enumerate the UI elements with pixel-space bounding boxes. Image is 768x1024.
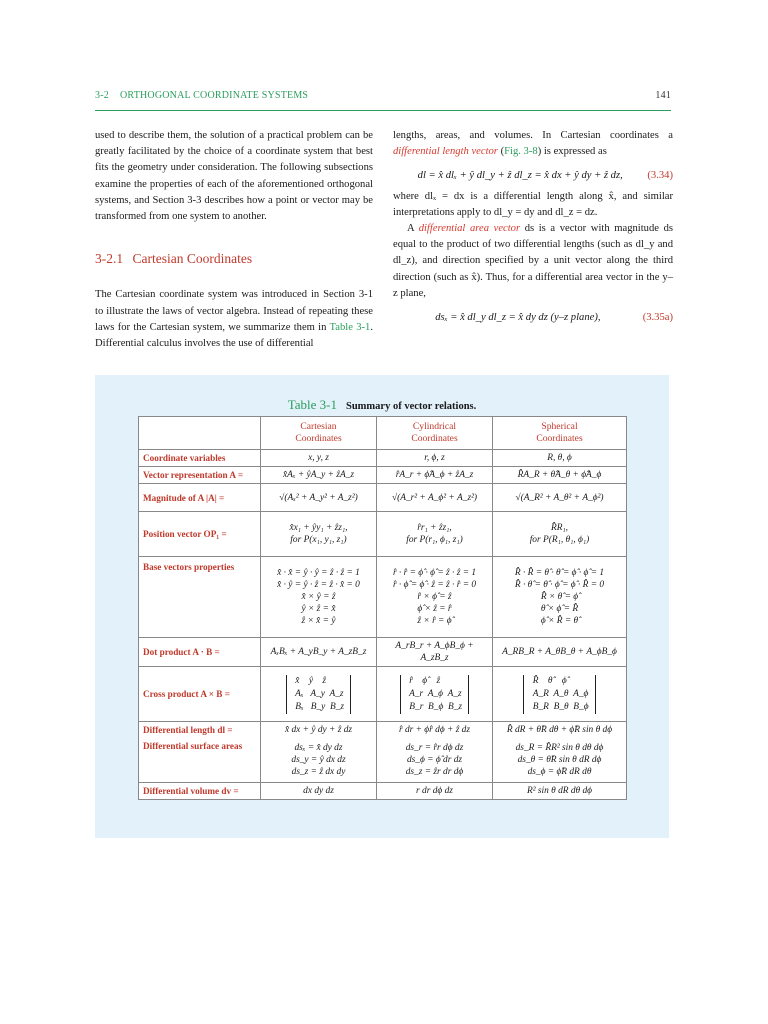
table-row xyxy=(139,467,627,484)
header-section-number: 3-2 xyxy=(95,90,109,101)
table-row xyxy=(139,782,627,799)
cell-cylindrical: r̂A_r + ϕ̂A_ϕ + ẑA_z xyxy=(377,467,493,484)
cell-spherical: √(A_R² + A_θ² + A_ϕ²) xyxy=(493,484,627,512)
cell-cartesian: dx dy dz xyxy=(261,782,377,799)
cell-cylindrical: ds_r = r̂r dϕ dz ds_ϕ = ϕ̂ dr dz ds_z = ẑr dr dϕ xyxy=(377,738,493,782)
equation-3-35a-tag: (3.35a) xyxy=(642,312,673,324)
row-label: Cross product A × B = xyxy=(139,667,261,722)
table-row xyxy=(139,484,627,512)
determinant-spherical: R̂ θ̂ ϕ̂ A_R A_θ A_ϕ B_R B_θ B_ϕ xyxy=(523,675,595,714)
cell-cylindrical: r, ϕ, z xyxy=(377,450,493,467)
cell-cartesian: x̂x₁ + ŷy₁ + ẑz₁, for P(x₁, y₁, z₁) xyxy=(261,512,377,557)
row-label: Differential length dl = xyxy=(139,722,261,739)
cell-cylindrical xyxy=(377,667,493,722)
row-label: Coordinate variables xyxy=(139,450,261,467)
determinant-cartesian: x̂ ŷ ẑ Aₓ A_y A_z Bₓ B_y B_z xyxy=(286,675,351,714)
cell-spherical: R² sin θ dR dθ dϕ xyxy=(493,782,627,799)
term-differential-area-vector: differential area vector xyxy=(418,223,521,235)
table-row xyxy=(139,722,627,739)
figure-reference-link[interactable]: Fig. 3-8 xyxy=(504,146,538,158)
cell-spherical: A_RB_R + A_θB_θ + A_ϕB_ϕ xyxy=(493,638,627,667)
cell-spherical: ds_R = R̂R² sin θ dθ dϕ ds_θ = θ̂R sin θ dR dϕ ds_ϕ = ϕ̂R dR dθ xyxy=(493,738,627,782)
table-caption xyxy=(95,397,669,413)
table-row xyxy=(139,638,627,667)
table-description: Summary of vector relations. xyxy=(346,401,477,412)
table-row xyxy=(139,512,627,557)
term-differential-length-vector: differential length vector xyxy=(393,146,498,158)
left-paragraph-1: used to describe them, the solution of a practical problem can be greatly facilitated by the choice of a coordinate system that best fits the geometry under consideration. The following subsections examine the properties of each of the aforementioned orthogonal systems, and Section 3-3 describes how a point or vector may be transformed from one system to another. xyxy=(95,130,373,223)
subsection-title: Cartesian Coordinates xyxy=(132,251,253,267)
right-paragraph-3 xyxy=(393,221,673,302)
row-label: Differential volume dv = xyxy=(139,782,261,799)
row-label: Dot product A · B = xyxy=(139,638,261,667)
cell-cartesian: AₓBₓ + A_yB_y + A_zB_z xyxy=(261,638,377,667)
table-row xyxy=(139,450,627,467)
table-header-row xyxy=(139,417,627,450)
header-cartesian: Cartesian Coordinates xyxy=(261,417,377,450)
cell-cartesian: x̂Aₓ + ŷA_y + ẑA_z xyxy=(261,467,377,484)
left-paragraph-2-start: The Cartesian coordinate system was introduced in Section 3-1 to illustrate the laws of vector algebra. Instead of repeating these laws for the Cartesian system, we summarize them in xyxy=(95,289,373,333)
cell-spherical: R̂ dR + θ̂R dθ + ϕ̂R sin θ dϕ xyxy=(493,722,627,739)
row-label: Magnitude of A |A| = xyxy=(139,484,261,512)
table-number: Table 3-1 xyxy=(287,397,337,412)
cell-cartesian: dsₓ = x̂ dy dz ds_y = ŷ dx dz ds_z = ẑ dx dy xyxy=(261,738,377,782)
left-column xyxy=(95,128,373,352)
cell-cartesian: x̂ · x̂ = ŷ · ŷ = ẑ · ẑ = 1 x̂ · ŷ = ŷ · ẑ = ẑ · x̂ = 0 x̂ × ŷ = ẑ ŷ × ẑ = x̂ ẑ × x̂ = ŷ xyxy=(261,557,377,638)
subsection-number: 3-2.1 xyxy=(95,251,124,267)
header-rule xyxy=(95,110,671,111)
row-label: Differential surface areas xyxy=(139,738,261,782)
table-reference-link[interactable]: Table 3-1 xyxy=(329,321,371,333)
left-paragraph-2 xyxy=(95,287,373,352)
equation-3-34 xyxy=(393,168,673,184)
vector-relations-table xyxy=(138,416,627,800)
cell-cylindrical: r̂ · r̂ = ϕ̂ · ϕ̂ = ẑ · ẑ = 1 r̂ · ϕ̂ = ϕ̂ · ẑ = ẑ · r̂ = 0 r̂ × ϕ̂ = ẑ ϕ̂ × ẑ = r̂ ẑ × r̂ = ϕ̂ xyxy=(377,557,493,638)
header-cylindrical: Cylindrical Coordinates xyxy=(377,417,493,450)
equation-3-34-tag: (3.34) xyxy=(647,170,673,182)
cell-cartesian: x̂ dx + ŷ dy + ẑ dz xyxy=(261,722,377,739)
header-section-title: ORTHOGONAL COORDINATE SYSTEMS xyxy=(120,90,309,101)
table-panel xyxy=(95,375,669,838)
subsection-heading xyxy=(95,251,373,267)
cell-cylindrical: r̂r₁ + ẑz₁, for P(r₁, ϕ₁, z₁) xyxy=(377,512,493,557)
cell-cylindrical: √(A_r² + A_ϕ² + A_z²) xyxy=(377,484,493,512)
table-row xyxy=(139,667,627,722)
row-label: Position vector OP₁ = xyxy=(139,512,261,557)
determinant-cylindrical: r̂ ϕ̂ ẑ A_r A_ϕ A_z B_r B_ϕ B_z xyxy=(400,675,469,714)
cell-spherical: R̂R₁, for P(R₁, θ₁, ϕ₁) xyxy=(493,512,627,557)
page-number: 141 xyxy=(655,90,671,101)
cell-cylindrical: r dr dϕ dz xyxy=(377,782,493,799)
right-paragraph-2: where dlₓ = dx is a differential length along x̂, and similar interpretations apply to dl_y = dy and dl_z = dz. xyxy=(393,190,673,218)
cell-cartesian xyxy=(261,667,377,722)
cell-cylindrical: r̂ dr + ϕ̂r dϕ + ẑ dz xyxy=(377,722,493,739)
cell-spherical: R̂ · R̂ = θ̂ · θ̂ = ϕ̂ · ϕ̂ = 1 R̂ · θ̂ = θ̂ · ϕ̂ = ϕ̂ · R̂ = 0 R̂ × θ̂ = ϕ̂ θ̂ × ϕ̂ = R̂ ϕ̂ × R̂ = θ̂ xyxy=(493,557,627,638)
right-column xyxy=(393,128,673,330)
cell-spherical xyxy=(493,667,627,722)
equation-3-35a xyxy=(393,310,673,326)
cell-cylindrical: A_rB_r + A_ϕB_ϕ + A_zB_z xyxy=(377,638,493,667)
cell-spherical: R̂A_R + θ̂A_θ + ϕ̂A_ϕ xyxy=(493,467,627,484)
row-label: Vector representation A = xyxy=(139,467,261,484)
running-header xyxy=(95,90,671,104)
header-spherical: Spherical Coordinates xyxy=(493,417,627,450)
left-paragraph-2-end: . Differential calculus involves the use of differential xyxy=(95,321,373,350)
header-blank xyxy=(139,417,261,450)
table-row xyxy=(139,738,627,782)
right-paragraph-1-start: lengths, areas, and volumes. In Cartesian coordinates a xyxy=(393,130,673,141)
right-paragraph-3-end: ds is a vector with magnitude ds equal to the product of two differential lengths (such as dl_y and dl_z), and direction specified by a unit vector along the third direction (such as x̂). Thus, for a differential area vector in the y–z plane, xyxy=(393,223,673,299)
cell-spherical: R, θ, ϕ xyxy=(493,450,627,467)
paren-open: ( xyxy=(497,146,505,158)
equation-3-35a-body: dsₓ = x̂ dl_y dl_z = x̂ dy dz (y–z plane), xyxy=(435,312,601,324)
equation-3-34-body: dl = x̂ dlₓ + ŷ dl_y + ẑ dl_z = x̂ dx + ŷ dy + ẑ dz, xyxy=(417,170,623,182)
row-label: Base vectors properties xyxy=(139,557,261,638)
right-paragraph-1-end: ) is expressed as xyxy=(537,146,607,158)
cell-cartesian: x, y, z xyxy=(261,450,377,467)
cell-cartesian: √(Aₓ² + A_y² + A_z²) xyxy=(261,484,377,512)
right-paragraph-1 xyxy=(393,128,673,160)
table-row xyxy=(139,557,627,638)
right-paragraph-3-start: A xyxy=(407,223,419,235)
